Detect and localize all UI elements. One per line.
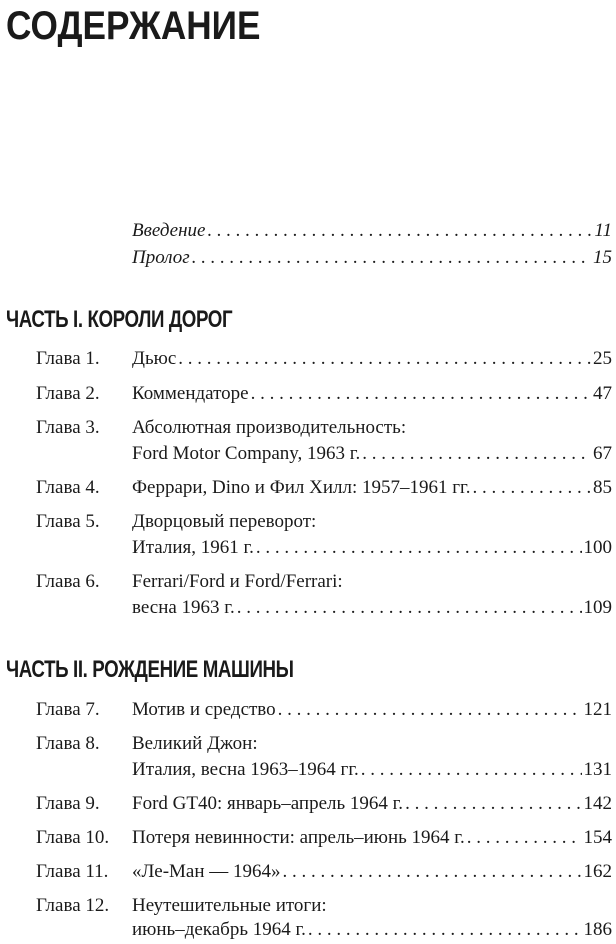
- entry-page: 154: [583, 827, 612, 848]
- dot-leader: [237, 595, 582, 621]
- entry-title: весна 1963 г.: [132, 597, 235, 618]
- chapter-label: Глава 5.: [36, 511, 100, 532]
- part-heading-2: ЧАСТЬ II. РОЖДЕНИЕ МАШИНЫ: [6, 656, 294, 683]
- entry-page: 47: [593, 383, 612, 404]
- entry-title-line: Абсолютная производительность:: [132, 417, 407, 438]
- entry-title: Пролог: [132, 247, 190, 268]
- entry-page: 67: [593, 443, 612, 464]
- entry-title: Италия, весна 1963–1964 гг.: [132, 759, 359, 780]
- dot-leader: [472, 475, 591, 501]
- chapter-label: Глава 2.: [36, 383, 100, 404]
- entry-title: Дьюс: [132, 348, 177, 369]
- part-heading-1: ЧАСТЬ I. КОРОЛИ ДОРОГ: [6, 306, 233, 333]
- entry-title: Феррари, Dino и Фил Хилл: 1957–1961 гг.: [132, 477, 471, 498]
- entry-title-line: Ferrari/Ford и Ford/Ferrari:: [132, 571, 343, 592]
- dot-leader: [256, 535, 582, 561]
- entry-page: 85: [593, 477, 612, 498]
- entry-title-line: Великий Джон:: [132, 733, 258, 754]
- dot-leader: [405, 791, 581, 817]
- entry-title: Коммендаторе: [132, 383, 249, 404]
- chapter-label: Глава 3.: [36, 417, 100, 438]
- dot-leader: [178, 346, 591, 372]
- chapter-label: Глава 12.: [36, 895, 110, 916]
- entry-title-line: Неутешительные итоги:: [132, 895, 327, 916]
- entry-title: Италия, 1961 г.: [132, 537, 254, 558]
- entry-page: 11: [594, 220, 612, 241]
- chapter-label: Глава 6.: [36, 571, 100, 592]
- dot-leader: [362, 441, 591, 467]
- entry-title: «Ле-Ман — 1964»: [132, 861, 281, 882]
- chapter-label: Глава 1.: [36, 348, 100, 369]
- chapter-label: Глава 7.: [36, 699, 100, 720]
- chapter-label: Глава 4.: [36, 477, 100, 498]
- chapter-label: Глава 10.: [36, 827, 110, 848]
- entry-page: 142: [583, 793, 612, 814]
- entry-title: Введение: [132, 220, 206, 241]
- entry-page: 131: [583, 759, 612, 780]
- entry-title: Ford Motor Company, 1963 г.: [132, 443, 361, 464]
- page-title: СОДЕРЖАНИЕ: [6, 4, 261, 48]
- dot-leader: [192, 245, 591, 271]
- entry-page: 121: [583, 699, 612, 720]
- entry-page: 100: [583, 537, 612, 558]
- dot-leader: [283, 859, 582, 885]
- dot-leader: [467, 825, 582, 851]
- entry-page: 186: [583, 919, 612, 940]
- entry-title: Ford GT40: январь–апрель 1964 г.: [132, 793, 404, 814]
- dot-leader: [251, 381, 591, 407]
- dot-leader: [361, 757, 582, 783]
- entry-page: 15: [593, 247, 612, 268]
- entry-title: июнь–декабрь 1964 г.: [132, 919, 306, 940]
- chapter-label: Глава 9.: [36, 793, 100, 814]
- dot-leader: [207, 218, 592, 244]
- entry-title-line: Дворцовый переворот:: [132, 511, 317, 532]
- entry-title: Мотив и средство: [132, 699, 276, 720]
- entry-page: 25: [593, 348, 612, 369]
- dot-leader: [308, 917, 582, 943]
- entry-page: 109: [583, 597, 612, 618]
- entry-page: 162: [583, 861, 612, 882]
- chapter-label: Глава 11.: [36, 861, 109, 882]
- dot-leader: [278, 697, 582, 723]
- entry-title: Потеря невинности: апрель–июнь 1964 г.: [132, 827, 465, 848]
- chapter-label: Глава 8.: [36, 733, 100, 754]
